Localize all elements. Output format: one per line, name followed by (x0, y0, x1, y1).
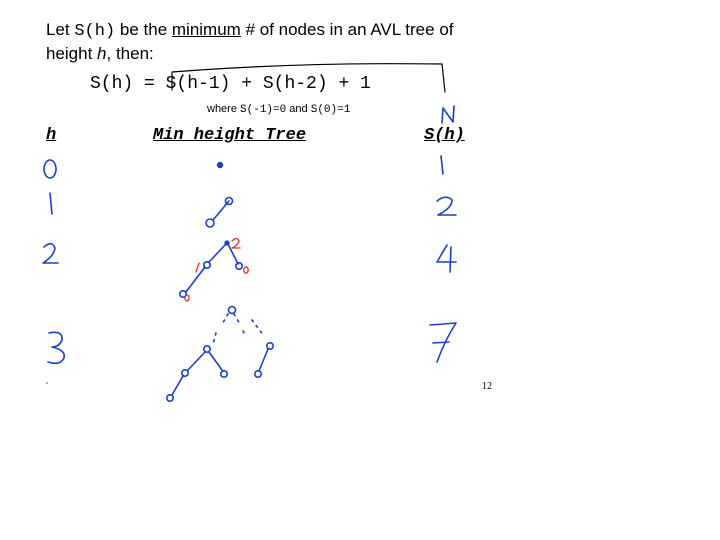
stray-dot (46, 382, 48, 384)
intro-h-var: h (97, 44, 107, 63)
tree-h2-right (236, 263, 242, 269)
tree-h1-edge (213, 201, 229, 220)
hand-digit-s2 (437, 197, 456, 215)
tree-h3-edge-2 (234, 314, 246, 336)
page-number: 12 (482, 381, 492, 392)
intro-be-the: be the (115, 20, 172, 39)
tree-h3-rl (255, 371, 261, 377)
header-h: h (46, 126, 57, 145)
hand-digit-s4 (437, 245, 456, 272)
tree-h3-lll (167, 395, 173, 401)
tree-h2-edge-left (209, 244, 226, 262)
minimum-word: minimum (171, 20, 241, 39)
tree-h3-edge-7 (172, 376, 183, 395)
balance-label-0b (185, 295, 189, 301)
tree-h3-lr (221, 371, 227, 377)
header-s-h: S(h) (424, 126, 465, 145)
where-word: where (207, 103, 241, 115)
tree-h3-edge-3 (252, 320, 264, 336)
balance-label-1 (196, 263, 199, 272)
base-case-1: S(-1)=0 (240, 104, 287, 116)
hand-digit-s7 (430, 323, 456, 362)
hand-digit-h0 (44, 160, 56, 178)
tree-h3-root (229, 307, 236, 314)
formula-rhs: S(h-1) + S(h-2) + 1 (165, 74, 371, 94)
base-case-2: S(0)=1 (310, 104, 351, 116)
hand-digit-h1 (50, 193, 52, 214)
tree-h3 (167, 307, 273, 402)
hand-digit-s1 (441, 156, 443, 174)
s-function: S(h) (74, 22, 116, 41)
intro-then: , then: (106, 44, 154, 63)
tree-h2-edge-leaf (186, 267, 205, 292)
formula-lhs: S(h) = (90, 74, 166, 94)
tree-h0-node (218, 163, 223, 168)
tree-h3-edge-1 (213, 314, 228, 344)
formula-bracket (172, 64, 445, 92)
tree-h2 (180, 241, 242, 297)
tree-h3-edge-4 (188, 352, 205, 370)
hand-digit-h3 (48, 332, 64, 363)
balance-label-2 (232, 239, 240, 249)
intro-height: height (46, 44, 98, 63)
tree-h3-edge-5 (209, 352, 222, 370)
tree-h1 (206, 198, 233, 228)
and-word: and (286, 103, 311, 115)
header-min-height-tree: Min height Tree (153, 126, 307, 145)
tree-h3-edge-6 (259, 349, 268, 371)
balance-label-0a (244, 267, 248, 273)
tree-h1-child (206, 219, 214, 227)
intro-rest: # of nodes in an AVL tree of (240, 20, 454, 39)
handwritten-n (442, 106, 454, 123)
hand-digit-h2 (43, 244, 58, 263)
intro-let: Let (46, 20, 75, 39)
